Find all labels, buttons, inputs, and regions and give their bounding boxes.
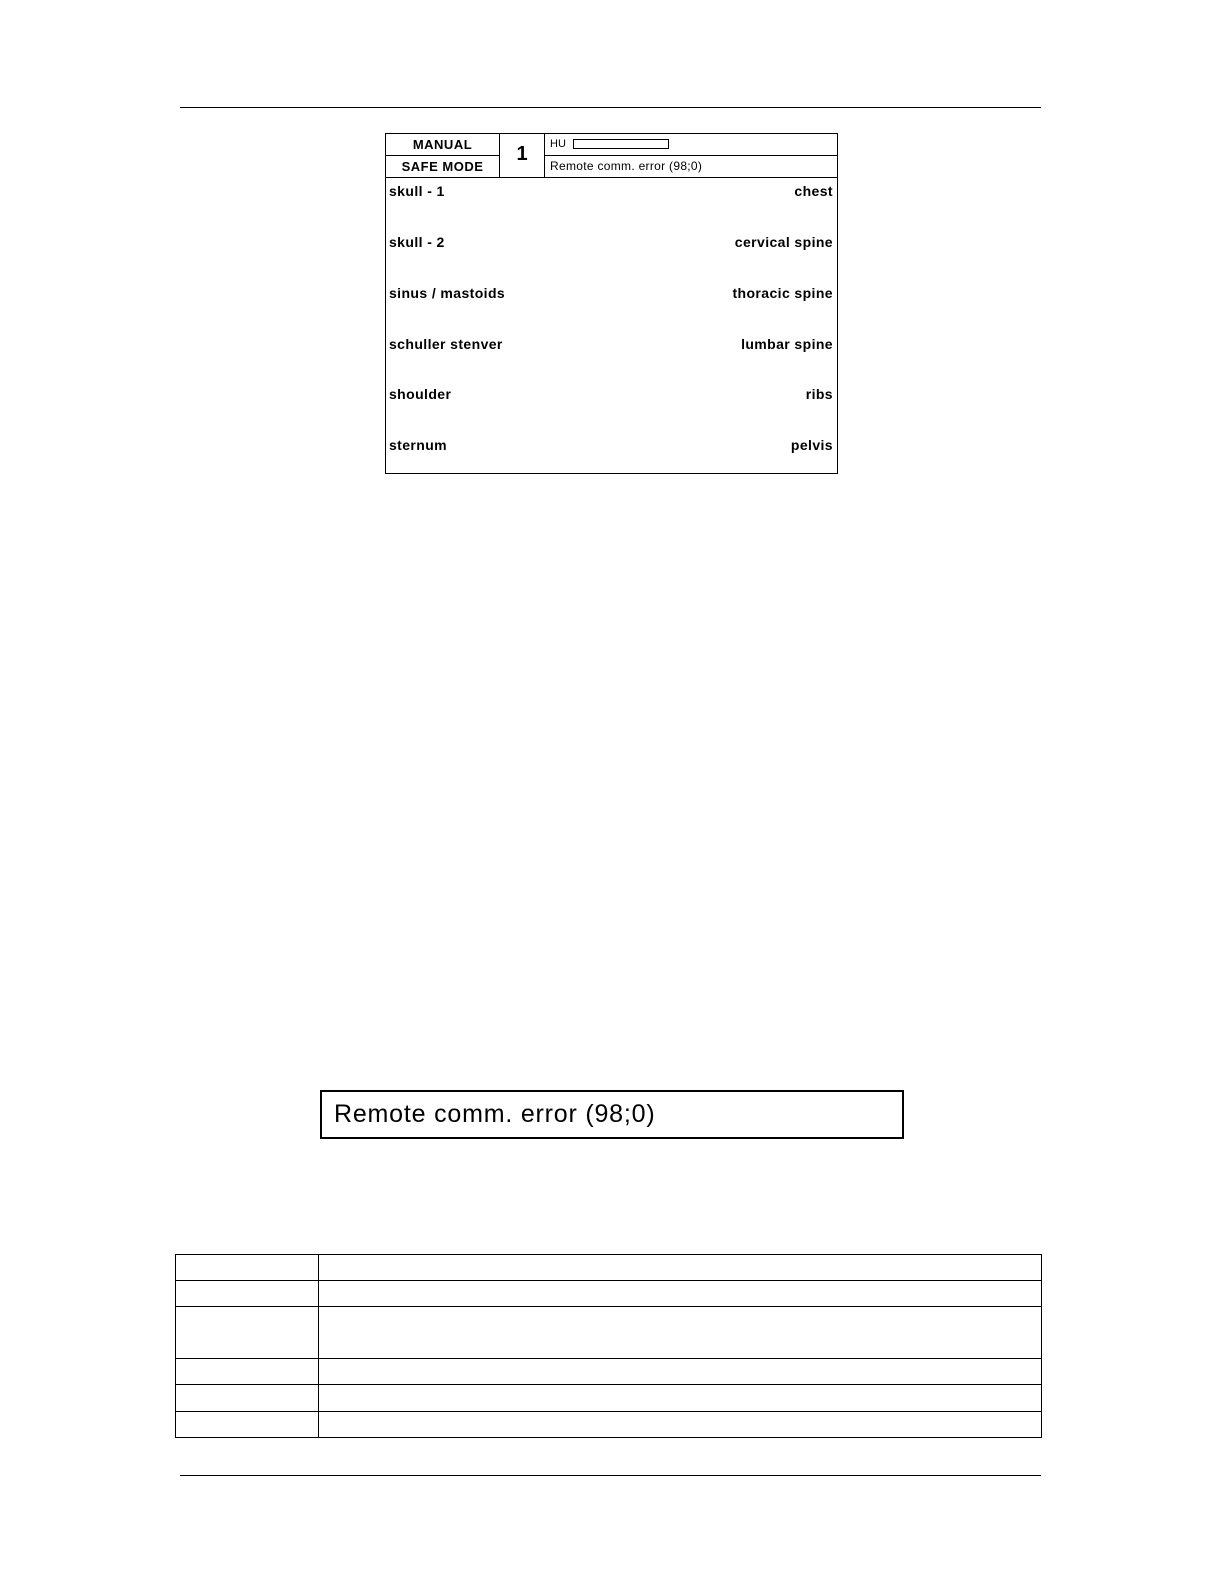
- table-row: [176, 1255, 1042, 1281]
- hu-label: HU: [550, 138, 566, 150]
- table-cell: [176, 1307, 319, 1359]
- table-cell: [176, 1255, 319, 1281]
- status-message: Remote comm. error (98;0): [545, 156, 837, 178]
- exam-pelvis[interactable]: pelvis: [790, 437, 833, 453]
- exam-ribs[interactable]: ribs: [805, 386, 833, 402]
- table-row: [176, 1307, 1042, 1359]
- exam-cervical-spine[interactable]: cervical spine: [734, 234, 833, 250]
- hu-level-bar: [573, 139, 669, 149]
- exam-skull-2[interactable]: skull - 2: [389, 234, 445, 250]
- exam-thoracic-spine[interactable]: thoracic spine: [732, 285, 833, 301]
- exam-skull-1[interactable]: skull - 1: [389, 183, 445, 199]
- table-cell: [319, 1385, 1042, 1412]
- table-row: [176, 1359, 1042, 1385]
- table-row: [176, 1385, 1042, 1412]
- table-cell: [176, 1412, 319, 1438]
- mode-safe-label: SAFE MODE: [386, 156, 500, 178]
- exam-sinus-mastoids[interactable]: sinus / mastoids: [389, 285, 506, 301]
- table-cell: [319, 1359, 1042, 1385]
- table-cell: [319, 1255, 1042, 1281]
- table-cell: [319, 1412, 1042, 1438]
- footer-rule: [180, 1475, 1041, 1476]
- lcd-screen: [385, 133, 838, 474]
- screen-header: [386, 134, 837, 178]
- exam-sternum[interactable]: sternum: [389, 437, 448, 453]
- hu-indicator: [545, 134, 837, 156]
- table-row: [176, 1412, 1042, 1438]
- mode-manual-label: MANUAL: [386, 134, 500, 156]
- table-cell: [319, 1281, 1042, 1307]
- exam-shoulder[interactable]: shoulder: [389, 386, 452, 402]
- exam-lumbar-spine[interactable]: lumbar spine: [741, 336, 833, 352]
- exam-chest[interactable]: chest: [794, 183, 833, 199]
- table-cell: [176, 1385, 319, 1412]
- exam-schuller-stenver[interactable]: schuller stenver: [389, 336, 503, 352]
- table-cell: [176, 1281, 319, 1307]
- header-rule: [180, 107, 1041, 108]
- table-cell: [319, 1307, 1042, 1359]
- table-cell: [176, 1359, 319, 1385]
- blank-table: [175, 1254, 1042, 1438]
- program-number: 1: [500, 134, 545, 178]
- error-message-box: Remote comm. error (98;0): [320, 1090, 904, 1139]
- table-row: [176, 1281, 1042, 1307]
